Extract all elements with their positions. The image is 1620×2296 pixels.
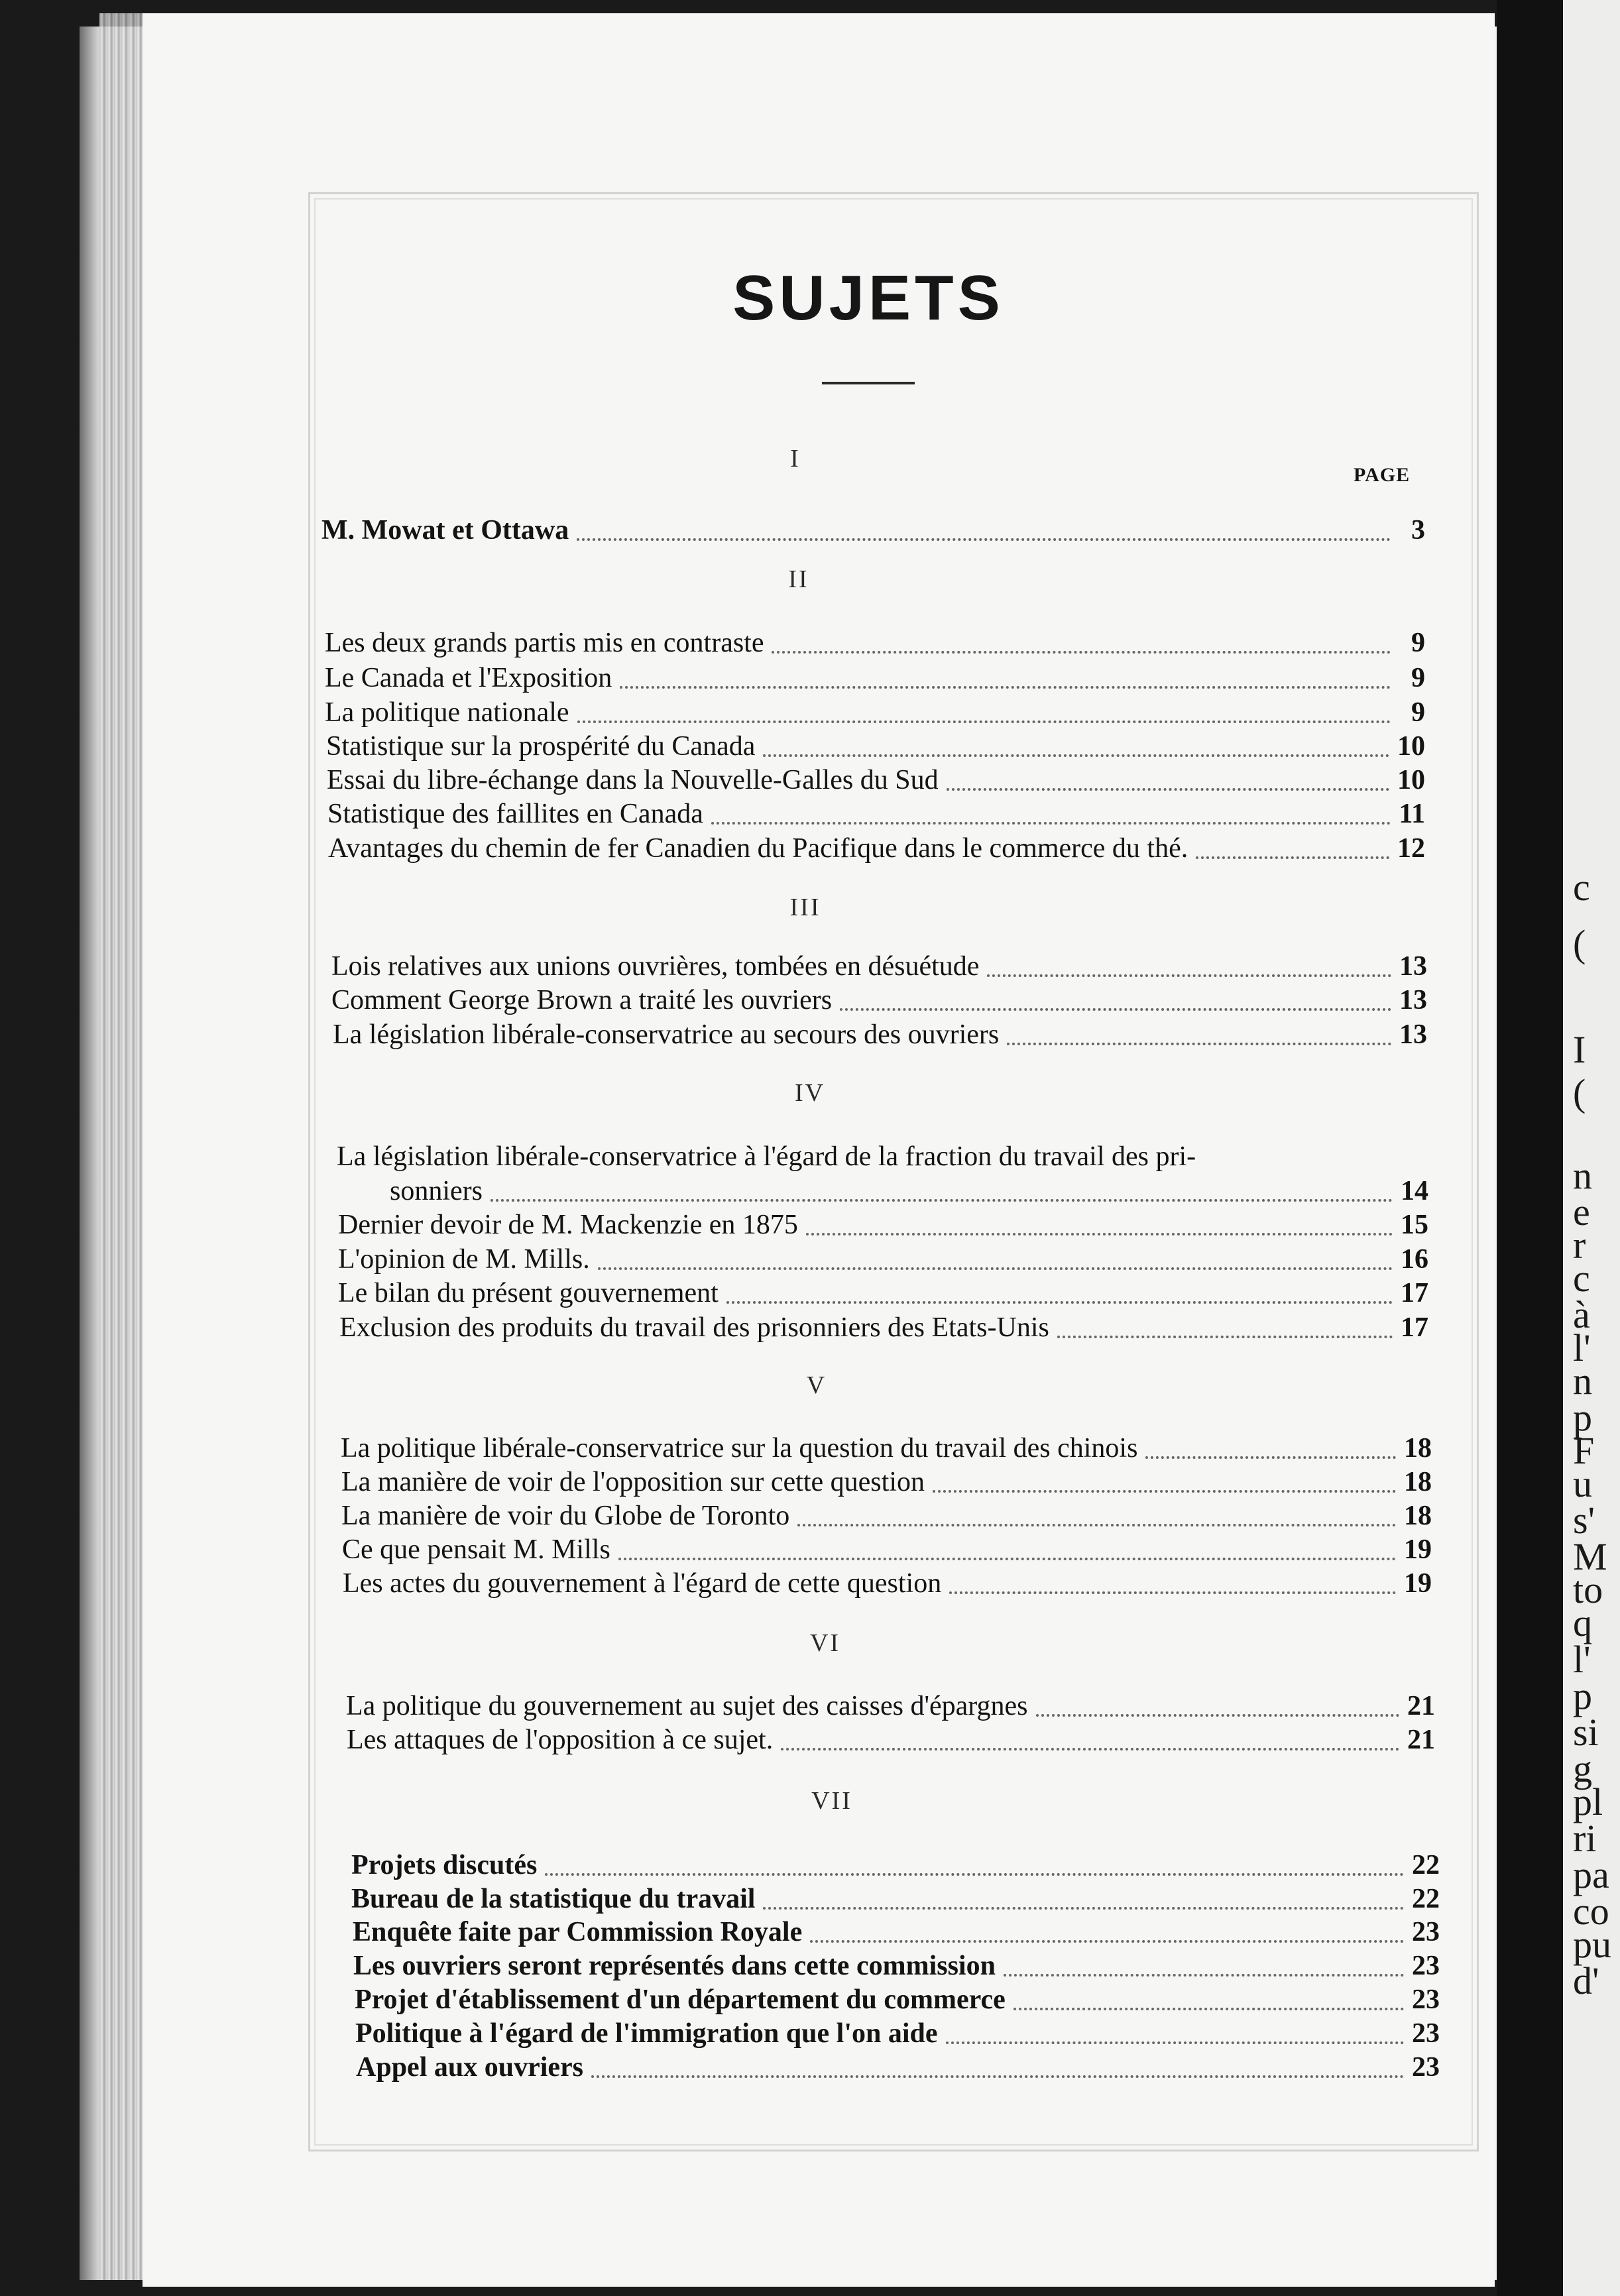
toc-entry <box>343 1567 1432 1600</box>
toc-entry <box>341 1432 1432 1465</box>
dot-leader <box>577 530 1391 541</box>
toc-entry-page-number: 23 <box>1412 1917 1440 1947</box>
dot-leader <box>1013 2000 1404 2010</box>
section-numeral: VI <box>809 1629 841 1657</box>
dot-leader <box>763 746 1389 757</box>
toc-entry-page-number: 11 <box>1399 799 1425 829</box>
dot-leader <box>810 1932 1404 1943</box>
toc-entry-title-continued: sonniers <box>390 1176 483 1206</box>
facing-page-fragment: p <box>1573 1674 1592 1717</box>
toc-entry <box>356 2051 1440 2084</box>
toc-entry-continuation <box>390 1175 1428 1208</box>
toc-entry-title: Projets discutés <box>351 1850 538 1880</box>
toc-entry-page-number: 15 <box>1401 1210 1428 1240</box>
toc-entry-title: Enquête faite par Commission Royale <box>353 1917 803 1947</box>
toc-entry-page-number: 18 <box>1404 1501 1432 1531</box>
toc-entry-page-number: 22 <box>1412 1884 1440 1914</box>
toc-entry-page-number: 9 <box>1411 663 1425 693</box>
facing-page-fragment: pa <box>1573 1853 1609 1896</box>
dot-leader <box>545 1865 1404 1876</box>
dot-leader <box>797 1516 1396 1526</box>
toc-entry <box>338 1243 1428 1276</box>
toc-entry <box>338 1208 1428 1241</box>
dot-leader <box>711 814 1391 825</box>
toc-entry-page-number: 23 <box>1412 2052 1440 2083</box>
toc-entry <box>341 1499 1432 1532</box>
section-numeral: I <box>790 445 801 473</box>
toc-entry-page-number: 22 <box>1412 1850 1440 1880</box>
facing-page-fragment: c <box>1573 866 1590 909</box>
dot-leader <box>781 1740 1399 1751</box>
dot-leader <box>1057 1328 1393 1338</box>
dot-leader <box>806 1225 1393 1235</box>
toc-entry-title: Exclusion des produits du travail des prisonniers des Etats-Unis <box>339 1312 1049 1343</box>
toc-entry <box>351 1882 1440 1916</box>
toc-entry-page-number: 10 <box>1397 765 1425 795</box>
toc-entry <box>325 626 1425 660</box>
toc-entry-page-number: 12 <box>1397 833 1425 864</box>
facing-page-fragment: to <box>1573 1568 1603 1611</box>
toc-entry <box>331 950 1427 983</box>
page-column-label: PAGE <box>1354 464 1411 486</box>
toc-entry <box>337 1140 1428 1173</box>
facing-page-fragment: e <box>1573 1190 1590 1234</box>
toc-entry-title: La législation libérale-conservatrice à l'égard de la fraction du travail des pri- <box>337 1141 1196 1172</box>
toc-entry-title: M. Mowat et Ottawa <box>321 515 569 545</box>
toc-entry <box>339 1311 1428 1344</box>
toc-entry <box>326 730 1425 763</box>
toc-entry-title: La politique libérale-conservatrice sur la question du travail des chinois <box>341 1433 1138 1464</box>
dot-leader <box>1145 1448 1396 1459</box>
toc-entry-page-number: 21 <box>1407 1691 1435 1721</box>
toc-entry-page-number: 21 <box>1407 1725 1435 1755</box>
dot-leader <box>763 1899 1404 1910</box>
toc-entry-title: Avantages du chemin de fer Canadien du Pacifique dans le commerce du thé. <box>328 833 1188 864</box>
toc-entry <box>341 1465 1432 1499</box>
dot-leader <box>933 1482 1396 1493</box>
toc-entry <box>353 1949 1440 1982</box>
toc-entry-page-number: 14 <box>1401 1176 1428 1206</box>
toc-entry-page-number: 18 <box>1404 1467 1432 1497</box>
toc-entry <box>338 1277 1428 1310</box>
toc-entry-title: La manière de voir de l'opposition sur cette question <box>341 1467 925 1497</box>
dot-leader <box>598 1259 1393 1270</box>
toc-entry <box>328 832 1425 865</box>
toc-entry <box>355 2017 1440 2050</box>
dot-leader <box>577 713 1391 723</box>
toc-entry-title: Les ouvriers seront représentés dans cette commission <box>353 1951 996 1981</box>
section-numeral: VII <box>811 1787 852 1815</box>
toc-entry-title: La législation libérale-conservatrice au secours des ouvriers <box>333 1019 1000 1050</box>
toc-entry-title: Projet d'établissement d'un département du commerce <box>355 1984 1006 2015</box>
toc-entry <box>325 696 1425 729</box>
facing-page-fragment: M <box>1573 1535 1607 1578</box>
dot-leader <box>591 2067 1404 2078</box>
page-title: SUJETS <box>732 262 1004 333</box>
dot-leader <box>946 2034 1404 2044</box>
section-numeral: V <box>806 1371 827 1399</box>
toc-entry-title: Les actes du gouvernement à l'égard de cette question <box>343 1568 942 1599</box>
toc-entry <box>355 1983 1440 2016</box>
dot-leader <box>1007 1035 1391 1045</box>
facing-page-fragment: à <box>1573 1293 1590 1336</box>
toc-entry-page-number: 9 <box>1411 697 1425 728</box>
dot-leader <box>1196 848 1389 859</box>
facing-page-fragment: ri <box>1573 1817 1597 1860</box>
facing-page-fragment: si <box>1573 1711 1599 1754</box>
toc-entry-title: L'opinion de M. Mills. <box>338 1244 590 1275</box>
toc-entry-page-number: 13 <box>1399 985 1427 1015</box>
toc-entry-title: Politique à l'égard de l'immigration que l'on aide <box>355 2018 938 2049</box>
toc-entry-title: Statistique des faillites en Canada <box>327 799 703 829</box>
facing-page-fragment: pl <box>1573 1780 1603 1823</box>
toc-entry <box>353 1916 1440 1949</box>
facing-page-fragment: n <box>1573 1359 1592 1403</box>
toc-entry-page-number: 3 <box>1411 515 1425 545</box>
toc-entry-title: Les deux grands partis mis en contraste <box>325 628 764 658</box>
section-numeral: III <box>789 893 821 921</box>
toc-entry-title: La politique nationale <box>325 697 569 728</box>
toc-entry <box>346 1690 1435 1723</box>
toc-entry-title: Ce que pensait M. Mills <box>342 1534 610 1565</box>
toc-entry <box>327 797 1425 831</box>
facing-page-fragment: F <box>1573 1429 1595 1472</box>
toc-entry-title: Comment George Brown a traité les ouvriers <box>331 985 833 1015</box>
toc-entry-title: Le Canada et l'Exposition <box>325 663 612 693</box>
toc-entry <box>333 1018 1427 1051</box>
toc-entry-title: Dernier devoir de M. Mackenzie en 1875 <box>338 1210 798 1240</box>
toc-entry-page-number: 16 <box>1401 1244 1428 1275</box>
facing-page-fragment: q <box>1573 1601 1592 1644</box>
toc-entry-title: Appel aux ouvriers <box>356 2052 584 2083</box>
toc-entry-page-number: 18 <box>1404 1433 1432 1464</box>
section-numeral: II <box>788 565 809 593</box>
toc-entry-page-number: 23 <box>1412 1951 1440 1981</box>
toc-entry-title: Essai du libre-échange dans la Nouvelle-Galles du Sud <box>327 765 939 795</box>
toc-entry-page-number: 13 <box>1399 951 1427 982</box>
facing-page-fragment: r <box>1573 1224 1586 1267</box>
facing-page-fragment: s' <box>1573 1499 1595 1542</box>
toc-entry-page-number: 23 <box>1412 2018 1440 2049</box>
toc-entry <box>347 1723 1435 1756</box>
dot-leader <box>491 1191 1393 1202</box>
toc-entry-page-number: 19 <box>1404 1534 1432 1565</box>
facing-page-fragment: n <box>1573 1154 1592 1197</box>
toc-entry-page-number: 17 <box>1401 1278 1428 1308</box>
dot-leader <box>772 643 1391 654</box>
toc-entry-page-number: 19 <box>1404 1568 1432 1599</box>
dot-leader <box>949 1583 1396 1594</box>
facing-page-fragment: pu <box>1573 1923 1611 1966</box>
toc-entry <box>331 984 1427 1017</box>
facing-page-fragment: l' <box>1573 1326 1591 1369</box>
facing-page-fragment: c <box>1573 1257 1590 1300</box>
toc-entry <box>325 661 1425 695</box>
toc-entry-title: Lois relatives aux unions ouvrières, tombées en désuétude <box>331 951 980 982</box>
toc-entry-title: Les attaques de l'opposition à ce sujet. <box>347 1725 774 1755</box>
section-numeral: IV <box>794 1079 826 1107</box>
toc-entry-page-number: 13 <box>1399 1019 1427 1050</box>
facing-page-fragment: g <box>1573 1747 1592 1790</box>
toc-entry-title: Statistique sur la prospérité du Canada <box>326 731 756 762</box>
toc-entry-page-number: 17 <box>1401 1312 1428 1343</box>
dot-leader <box>1004 1966 1404 1977</box>
facing-page-fragment: d' <box>1573 1959 1599 2002</box>
toc-entry-page-number: 9 <box>1411 628 1425 658</box>
toc-entry-page-number: 23 <box>1412 1984 1440 2015</box>
facing-page-fragment: ( <box>1573 922 1586 965</box>
dot-leader <box>618 1550 1396 1560</box>
toc-entry <box>342 1533 1432 1566</box>
dot-leader <box>840 1000 1391 1011</box>
dot-leader <box>726 1293 1393 1304</box>
toc-entry <box>327 764 1425 797</box>
facing-page-fragment: co <box>1573 1890 1609 1933</box>
dot-leader <box>987 966 1391 977</box>
facing-page-fragment: l' <box>1573 1638 1591 1681</box>
facing-page-fragment: u <box>1573 1462 1592 1505</box>
toc-entry-title: Le bilan du présent gouvernement <box>338 1278 719 1308</box>
dot-leader <box>620 678 1391 689</box>
toc-entry <box>321 514 1425 547</box>
toc-entry-title: Bureau de la statistique du travail <box>351 1884 756 1914</box>
toc-entry-title: La manière de voir du Globe de Toronto <box>341 1501 790 1531</box>
toc-entry <box>351 1849 1440 1882</box>
toc-entry-title: La politique du gouvernement au sujet des caisses d'épargnes <box>346 1691 1028 1721</box>
facing-page-fragment: I <box>1573 1028 1586 1071</box>
dot-leader <box>947 780 1389 791</box>
facing-page-fragment: p <box>1573 1396 1592 1439</box>
dot-leader <box>1036 1706 1399 1717</box>
toc-entry-page-number: 10 <box>1397 731 1425 762</box>
facing-page-fragment: ( <box>1573 1071 1586 1114</box>
